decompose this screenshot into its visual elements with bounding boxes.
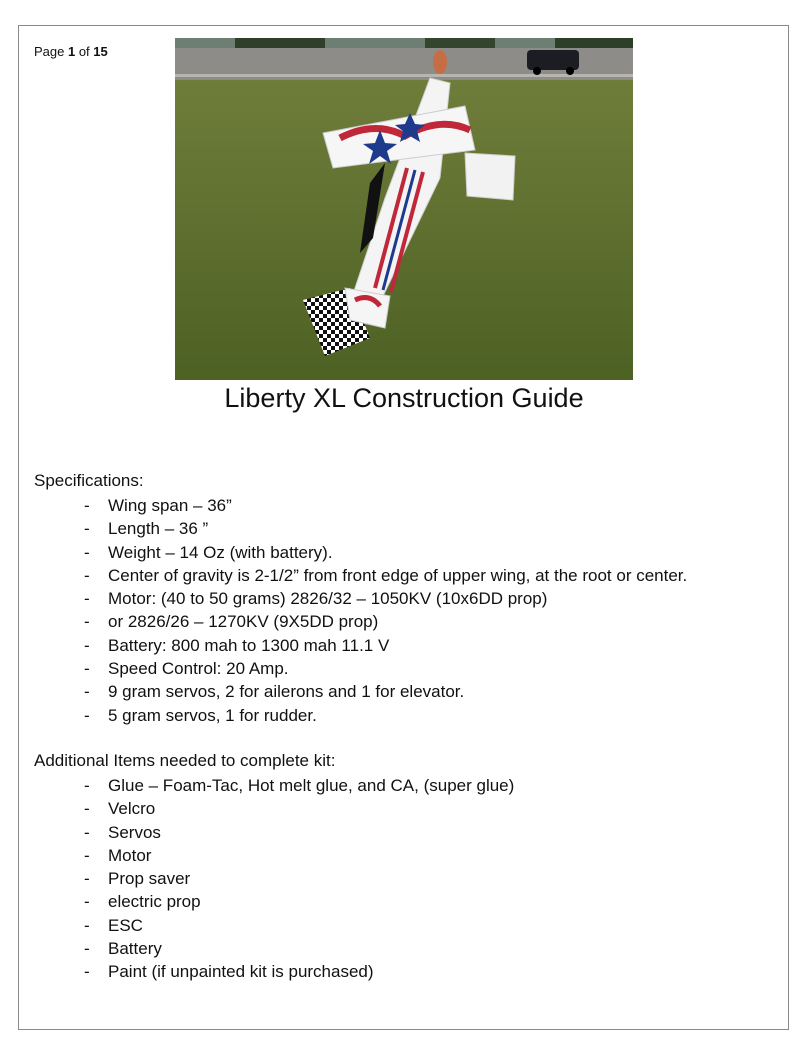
- page-number: Page 1 of 15: [34, 44, 108, 59]
- additional-items-heading: Additional Items needed to complete kit:: [34, 751, 336, 770]
- document-title: Liberty XL Construction Guide: [224, 383, 584, 413]
- page-total: 15: [93, 44, 108, 59]
- specifications-heading: Specifications:: [34, 471, 144, 490]
- page-current: 1: [67, 44, 76, 59]
- airplane-photo: [175, 38, 633, 380]
